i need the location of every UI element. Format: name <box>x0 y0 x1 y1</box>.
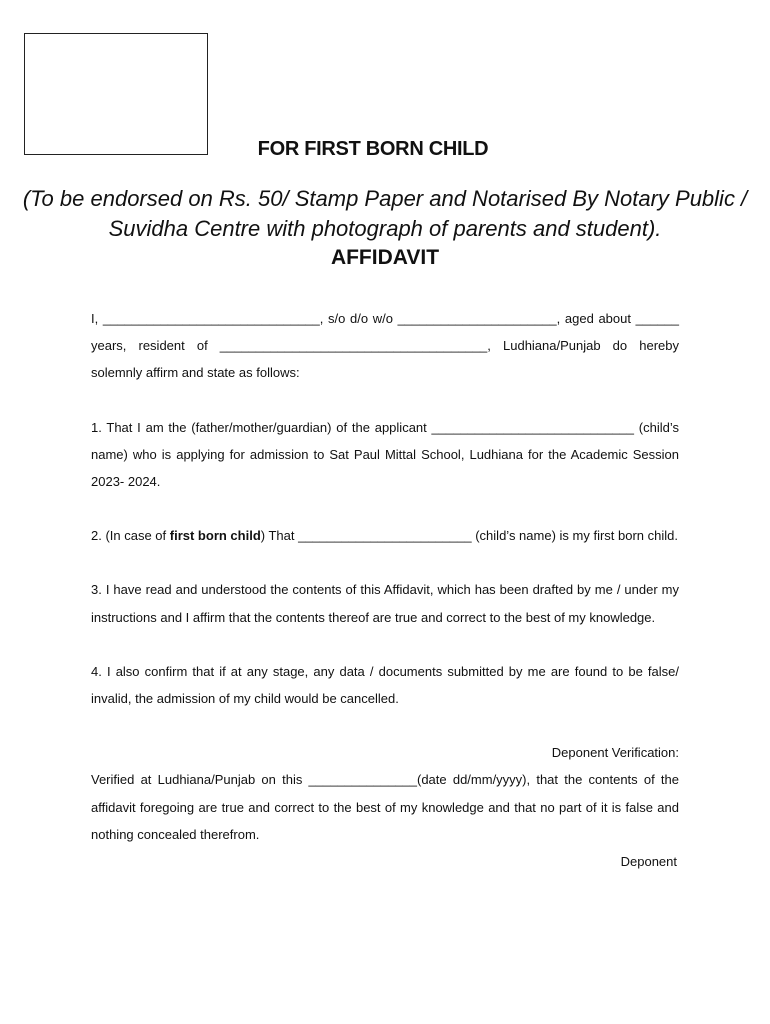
point-4: 4. I also confirm that if at any stage, any data / documents submitted by me are found to be false/ invalid, the admission of my child would be cancelled. <box>91 663 679 707</box>
endorsement-line-1: (To be endorsed on Rs. 50/ Stamp Paper and Notarised By Notary Public / <box>22 186 748 211</box>
point-2-bold: first born child <box>169 528 261 544</box>
deponent-label: Deponent <box>620 854 677 870</box>
verification-text: Verified at Ludhiana/Punjab on this _______________(date dd/mm/yyyy), that the contents of the affidavit foregoing are true and correct to the best of my knowledge and that no part of it is false and nothing concealed therefrom. <box>91 772 679 842</box>
point-2-suffix: ) That ________________________ (child’s name) is my first born child. <box>260 528 678 544</box>
affidavit-body <box>91 305 679 875</box>
title-text: FOR FIRST BORN CHILD <box>257 138 489 160</box>
affidavit-heading: AFFIDAVIT <box>330 246 440 269</box>
endorsement-line-2: Suvidha Centre with photograph of parents and student). <box>108 216 662 241</box>
point-1: 1. That I am the (father/mother/guardian) of the applicant ____________________________ (child’s name) who is applying for admission to Sat Paul Mittal School, Ludhiana for the Academic Session 2023- 2024. <box>91 419 679 490</box>
photograph-box <box>24 33 208 155</box>
endorsement-note <box>8 184 762 244</box>
verification-label: Deponent Verification: <box>551 745 679 761</box>
document-title <box>0 138 770 161</box>
point-2 <box>91 522 679 549</box>
intro-paragraph: I, ______________________________, s/o d/o w/o ______________________, aged about ______ years, resident of _____________________________________, Ludhiana/Punjab do hereby solemnly affirm and state as follows: <box>91 311 679 381</box>
point-2-prefix: 2. (In case of <box>91 528 170 544</box>
point-3: 3. I have read and understood the contents of this Affidavit, which has been drafted by me / under my instructions and I affirm that the contents thereof are true and correct to the best of my knowledge. <box>91 582 679 625</box>
